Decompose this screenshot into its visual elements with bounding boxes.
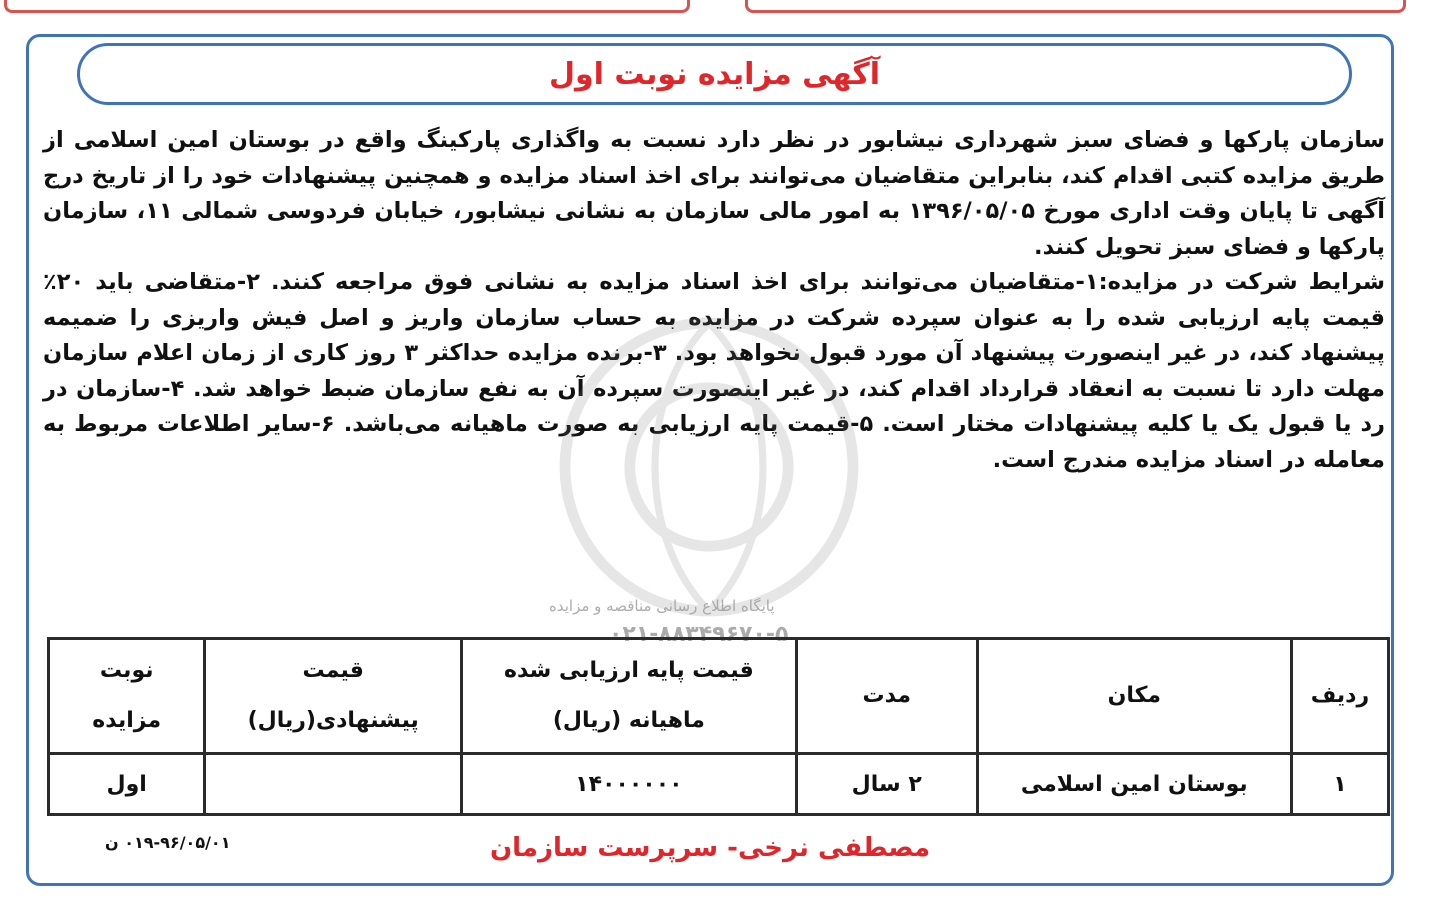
watermark-phone: ۰۲۱-۸۸۳۴۹۶۷۰-۵ <box>609 622 789 647</box>
cell-offer-price <box>205 754 462 815</box>
auction-table <box>47 637 1390 816</box>
cell-row-number: ۱ <box>1291 754 1388 815</box>
notice-body <box>43 123 1385 478</box>
header-round-line1: نوبت <box>99 658 154 683</box>
watermark-text: پایگاه اطلاع رسانی مناقصه و مزایده <box>549 597 775 615</box>
cell-base-price: ۱۴۰۰۰۰۰۰ <box>462 754 797 815</box>
header-base-price-line2: ماهیانه (ریال) <box>552 708 705 733</box>
previous-ad-border-right <box>745 0 1406 13</box>
header-base-price <box>462 639 797 754</box>
cell-round: اول <box>49 754 205 815</box>
table-row <box>49 754 1389 815</box>
header-row-number: ردیف <box>1291 639 1388 754</box>
cell-duration: ۲ سال <box>796 754 977 815</box>
signature: مصطفی نرخی- سرپرست سازمان <box>489 833 931 863</box>
header-place: مکان <box>977 639 1291 754</box>
header-duration: مدت <box>796 639 977 754</box>
conditions <box>43 265 1385 478</box>
conditions-text: ۱-متقاضیان می‌توانند برای اخذ اسناد مزایده به نشانی فوق مراجعه کنند. ۲-متقاضی باید ۲۰٪ قیمت پایه ارزیابی شده را به عنوان سپرده شرکت در مزایده به حساب سازمان واریز و اصل فیش واریزی را ضمیمه پیشنهاد کند، در غیر اینصورت پیشنهاد آن مورد قبول نخواهد بود. ۳-برنده مزایده حداکثر ۳ روز کاری از زمان اعلام سازمان مهلت دارد تا نسبت به انعقاد قرارداد اقدام کند، در غیر اینصورت سپرده آن به نفع سازمان ضبط خواهد شد. ۴-سازمان در رد یا قبول یک یا کلیه پیشنهادات مختار است. ۵-قیمت پایه ارزیابی به صورت ماهیانه می‌باشد. ۶-سایر اطلاعات مربوط به معامله در اسناد مزایده مندرج است. <box>43 269 1386 473</box>
auction-notice <box>26 34 1394 886</box>
header-offer-line2: پیشنهادی(ریال) <box>247 708 419 733</box>
header-offer-line1: قیمت <box>302 658 364 683</box>
header-round-line2: مزایده <box>92 708 162 733</box>
header-offer-price <box>205 639 462 754</box>
cell-place: بوستان امین اسلامی <box>977 754 1291 815</box>
publish-date: ۰۱۹-۹۶/۰۵/۰۱ ن <box>105 833 231 852</box>
previous-ad-border-left <box>4 0 690 13</box>
conditions-heading: شرایط شرکت در مزایده: <box>1098 269 1385 295</box>
notice-title: آگهی مزایده نوبت اول <box>548 56 881 92</box>
table-header-row <box>49 639 1389 754</box>
header-base-price-line1: قیمت پایه ارزیابی شده <box>503 658 754 683</box>
title-banner <box>77 43 1352 105</box>
header-round <box>49 639 205 754</box>
notice-paragraph: سازمان پارکها و فضای سبز شهرداری نیشابور در نظر دارد نسبت به واگذاری پارکینگ واقع در بوستان امین اسلامی از طریق مزایده کتبی اقدام کند، بنابراین متقاضیان می‌توانند برای اخذ اسناد مزایده و همچنین پیشنهادات خود را از تاریخ درج آگهی تا پایان وقت اداری مورخ ۱۳۹۶/۰۵/۰۵ به امور مالی سازمان به نشانی نیشابور، خیابان فردوسی شمالی ۱۱، سازمان پارکها و فضای سبز تحویل کنند. <box>43 127 1385 260</box>
